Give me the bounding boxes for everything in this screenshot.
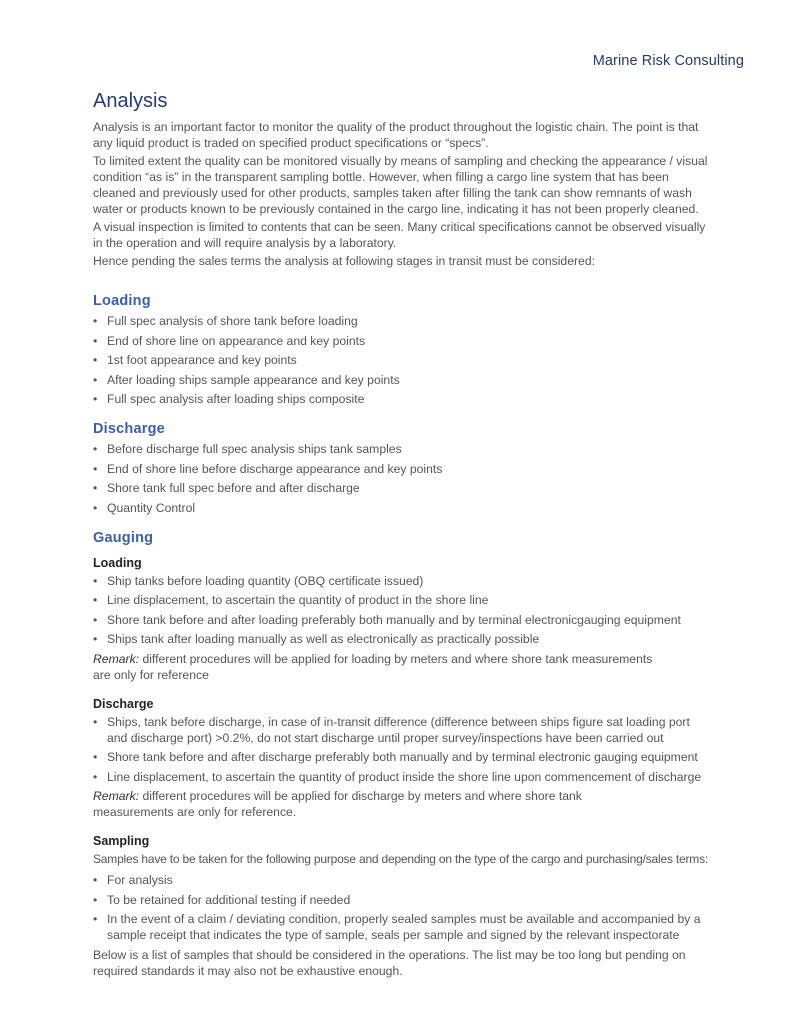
gauging-heading: Gauging [93,529,154,546]
discharge-remark [93,788,708,820]
sampling-list [93,872,708,943]
list-item: • Before discharge full spec analysis ships tank samples [93,442,402,456]
remark-text: different procedures will be applied for discharge by meters and where shore tank measurements are only for reference. [93,789,582,819]
document-body [93,90,708,981]
gauging-loading-heading: Loading [93,555,142,570]
list-item: • Ship tanks before loading quantity (OBQ certificate issued) [93,573,424,588]
list-item: • Quantity Control [93,500,196,515]
sampling-intro: Samples have to be taken for the following purpose and depending on the type of the cargo and purchasing/sales terms: [93,852,709,866]
list-item: • Full spec analysis after loading ships composite [93,392,365,406]
list-item: • End of shore line before discharge appearance and key points [93,461,443,476]
list-item: • To be retained for additional testing if needed [93,892,351,907]
list-item: • In the event of a claim / deviating condition, properly sealed samples must be available and accompanied by a sample receipt that indicates the type of sample, seals per sample and signed by the relevant inspectorate [93,912,701,942]
analysis-title: Analysis [93,90,168,112]
list-item: • End of shore line on appearance and key points [93,333,366,348]
remark-text: different procedures will be applied for loading by meters and where shore tank measurements are only for reference [93,651,653,682]
list-item: • Line displacement, to ascertain the quantity of product in the shore line [93,593,489,607]
remark-label: Remark: [93,789,140,803]
analysis-paragraph: Analysis is an important factor to monitor the quality of the product throughout the logistic chain. The point is that any liquid product is traded on specified product specifications or “specs”. [93,120,699,150]
list-item: • Ships, tank before discharge, in case of in-transit difference (difference between ships figure sat loading port and discharge port) >0.2%, do not start discharge until proper survey/inspections have been carried out [93,714,690,745]
analysis-paragraph: To limited extent the quality can be monitored visually by means of sampling and checking the appearance / visual condition “as is” in the transparent sampling bottle. However, when filling a cargo line system that has been cleaned and previously used for other products, samples taken after filling the tank can show remnants of wash water or products known to be previously contained in the cargo line, indicating it has not been properly cleaned. [93,154,708,216]
list-item: • Ships tank after loading manually as well as electronically as practically possible [93,632,540,646]
loading-list [93,313,708,407]
gauging-loading-list [93,573,708,648]
gauging-discharge-heading: Discharge [93,696,154,711]
sampling-outro: Below is a list of samples that should be considered in the operations. The list may be too long but pending on required standards it may also not be exhaustive enough. [93,947,686,978]
list-item: • Line displacement, to ascertain the quantity of product inside the shore line upon commencement of discharge [93,769,702,784]
loading-heading: Loading [93,293,151,309]
list-item: • After loading ships sample appearance and key points [93,372,400,387]
loading-remark [93,651,708,683]
list-item: • Shore tank before and after discharge preferably both manually and by terminal electronic gauging equipment [93,750,698,764]
analysis-paragraph: A visual inspection is limited to contents that can be seen. Many critical specifications cannot be observed visually in the operation and will require analysis by a laboratory. [93,220,706,250]
list-item: • Shore tank full spec before and after discharge [93,481,360,495]
discharge-heading: Discharge [93,421,165,437]
list-item: • Shore tank before and after loading preferably both manually and by terminal electronicgauging equipment [93,612,681,627]
analysis-paragraph: Hence pending the sales terms the analysis at following stages in transit must be considered: [93,254,595,268]
discharge-list [93,441,708,516]
sampling-heading: Sampling [93,834,150,848]
list-item: • Full spec analysis of shore tank before loading [93,314,358,328]
list-item: • 1st foot appearance and key points [93,353,297,367]
list-item: • For analysis [93,873,173,887]
brand-header: Marine Risk Consulting [592,53,744,69]
remark-label: Remark: [93,651,140,666]
gauging-discharge-list [93,714,708,785]
